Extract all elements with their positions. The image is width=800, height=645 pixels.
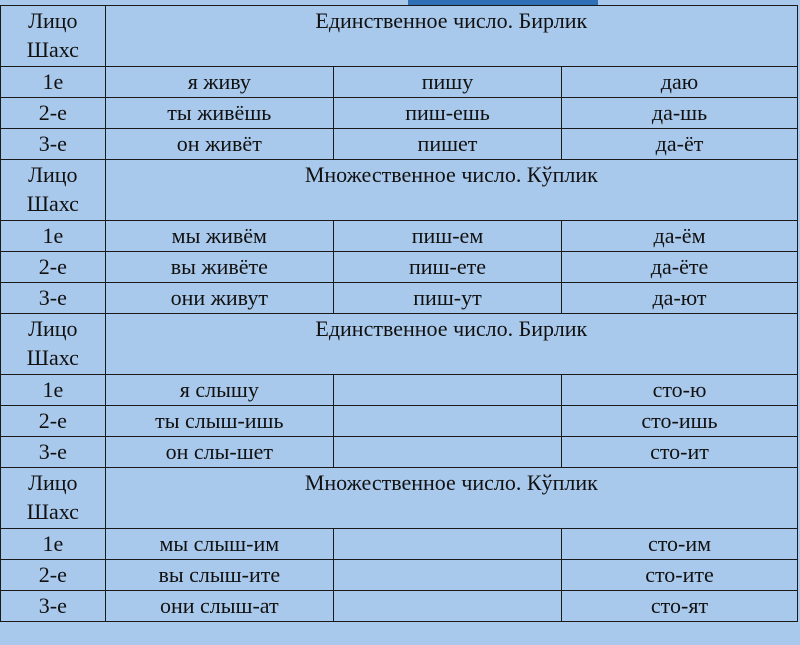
form-cell-1: мы живём bbox=[105, 221, 333, 252]
form-cell-2: пиш-ете bbox=[333, 252, 561, 283]
form-cell-3: сто-ите bbox=[562, 560, 798, 591]
form-cell-3: сто-ишь bbox=[562, 406, 798, 437]
person-header-line-1: Лицо bbox=[28, 162, 78, 187]
form-cell-2 bbox=[333, 437, 561, 468]
form-cell-2: пишет bbox=[333, 129, 561, 160]
form-cell-1: он живёт bbox=[105, 129, 333, 160]
form-cell-3: да-ёте bbox=[562, 252, 798, 283]
conjugation-table-body bbox=[1, 6, 798, 622]
form-cell-2: пиш-ут bbox=[333, 283, 561, 314]
person-header-cell bbox=[1, 314, 106, 375]
form-cell-3: даю bbox=[562, 67, 798, 98]
person-cell: 2-е bbox=[1, 406, 106, 437]
table-row bbox=[1, 591, 798, 622]
form-cell-2: пиш-ем bbox=[333, 221, 561, 252]
table-row bbox=[1, 437, 798, 468]
form-cell-1: ты слыш-ишь bbox=[105, 406, 333, 437]
section-title: Множественное число. Кўплик bbox=[105, 468, 797, 529]
form-cell-1: я живу bbox=[105, 67, 333, 98]
section-header-row bbox=[1, 314, 798, 375]
section-title: Множественное число. Кўплик bbox=[105, 160, 797, 221]
form-cell-3: да-ём bbox=[562, 221, 798, 252]
table-row bbox=[1, 375, 798, 406]
section-header-row bbox=[1, 468, 798, 529]
person-header-line-2: Шахс bbox=[26, 499, 79, 524]
form-cell-3: сто-ит bbox=[562, 437, 798, 468]
form-cell-2: пишу bbox=[333, 67, 561, 98]
person-cell: 1е bbox=[1, 67, 106, 98]
form-cell-1: они живут bbox=[105, 283, 333, 314]
table-row bbox=[1, 221, 798, 252]
person-cell: 3-е bbox=[1, 591, 106, 622]
person-header-line-2: Шахс bbox=[26, 345, 79, 370]
table-row bbox=[1, 129, 798, 160]
form-cell-2 bbox=[333, 375, 561, 406]
section-header-row bbox=[1, 160, 798, 221]
form-cell-3: да-ют bbox=[562, 283, 798, 314]
form-cell-3: сто-ят bbox=[562, 591, 798, 622]
person-header-line-2: Шахс bbox=[26, 191, 79, 216]
person-cell: 3-е bbox=[1, 437, 106, 468]
form-cell-1: вы слыш-ите bbox=[105, 560, 333, 591]
form-cell-1: я слышу bbox=[105, 375, 333, 406]
section-header-row bbox=[1, 6, 798, 67]
person-cell: 1е bbox=[1, 529, 106, 560]
form-cell-1: ты живёшь bbox=[105, 98, 333, 129]
person-header-cell bbox=[1, 6, 106, 67]
form-cell-1: он слы-шет bbox=[105, 437, 333, 468]
form-cell-3: сто-им bbox=[562, 529, 798, 560]
table-row bbox=[1, 529, 798, 560]
person-header-cell bbox=[1, 468, 106, 529]
person-header-line-1: Лицо bbox=[28, 8, 78, 33]
table-row bbox=[1, 67, 798, 98]
form-cell-3: сто-ю bbox=[562, 375, 798, 406]
form-cell-1: они слыш-ат bbox=[105, 591, 333, 622]
person-cell: 3-е bbox=[1, 283, 106, 314]
person-cell: 3-е bbox=[1, 129, 106, 160]
conjugation-table bbox=[0, 5, 798, 622]
form-cell-1: мы слыш-им bbox=[105, 529, 333, 560]
table-row bbox=[1, 560, 798, 591]
form-cell-3: да-ёт bbox=[562, 129, 798, 160]
table-row bbox=[1, 406, 798, 437]
person-cell: 1е bbox=[1, 221, 106, 252]
table-row bbox=[1, 283, 798, 314]
person-cell: 1е bbox=[1, 375, 106, 406]
person-header-line-1: Лицо bbox=[28, 470, 78, 495]
form-cell-2 bbox=[333, 406, 561, 437]
section-title: Единственное число. Бирлик bbox=[105, 6, 797, 67]
person-cell: 2-е bbox=[1, 560, 106, 591]
form-cell-1: вы живёте bbox=[105, 252, 333, 283]
form-cell-2 bbox=[333, 560, 561, 591]
person-cell: 2-е bbox=[1, 98, 106, 129]
form-cell-2 bbox=[333, 591, 561, 622]
person-header-line-1: Лицо bbox=[28, 316, 78, 341]
form-cell-3: да-шь bbox=[562, 98, 798, 129]
form-cell-2 bbox=[333, 529, 561, 560]
section-title: Единственное число. Бирлик bbox=[105, 314, 797, 375]
table-row bbox=[1, 252, 798, 283]
form-cell-2: пиш-ешь bbox=[333, 98, 561, 129]
person-header-cell bbox=[1, 160, 106, 221]
person-cell: 2-е bbox=[1, 252, 106, 283]
person-header-line-2: Шахс bbox=[26, 37, 79, 62]
table-row bbox=[1, 98, 798, 129]
